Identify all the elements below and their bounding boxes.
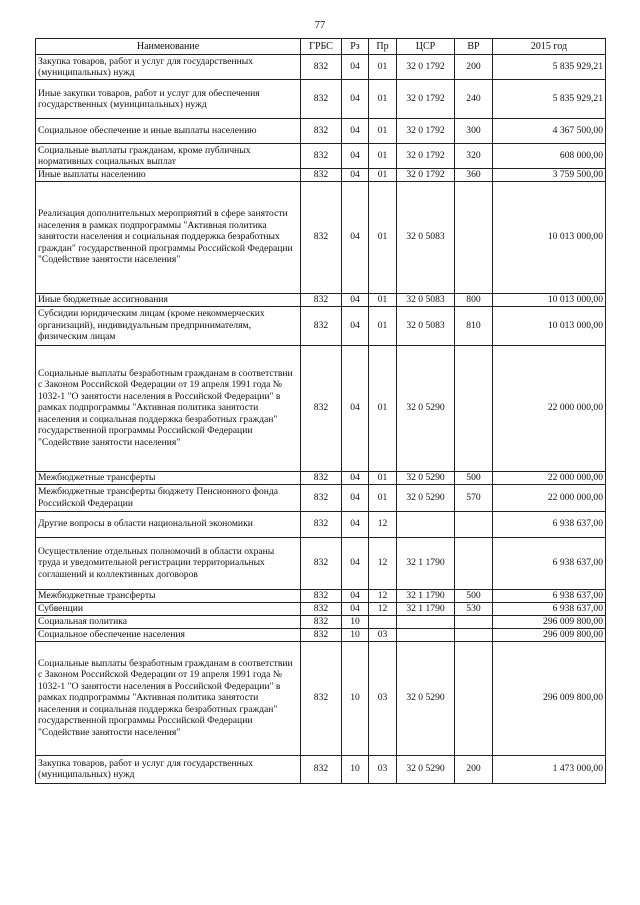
cell-grbs: 832 [301, 169, 342, 182]
cell-name: Иные закупки товаров, работ и услуг для обеспечения государственных (муниципальных) нужд [36, 80, 301, 119]
cell-csr: 32 0 1792 [397, 80, 455, 119]
cell-vr: 530 [455, 602, 493, 615]
cell-grbs: 832 [301, 537, 342, 589]
cell-grbs: 832 [301, 119, 342, 144]
cell-pr: 03 [369, 628, 397, 641]
cell-grbs: 832 [301, 55, 342, 80]
cell-name: Субсидии юридическим лицам (кроме некоммерческих организаций), индивидуальным предпринимателям, физическим лицам [36, 306, 301, 345]
cell-pr: 12 [369, 602, 397, 615]
cell-pr: 01 [369, 169, 397, 182]
table-row [36, 602, 606, 615]
cell-rz: 04 [342, 144, 369, 169]
cell-csr: 32 0 5083 [397, 181, 455, 293]
cell-vr: 800 [455, 293, 493, 306]
cell-vr: 570 [455, 484, 493, 511]
table-row [36, 615, 606, 628]
cell-amount: 1 473 000,00 [493, 755, 606, 783]
cell-grbs: 832 [301, 511, 342, 537]
cell-name: Межбюджетные трансферты бюджету Пенсионного фонда Российской Федерации [36, 484, 301, 511]
cell-name: Другие вопросы в области национальной экономики [36, 511, 301, 537]
cell-grbs: 832 [301, 602, 342, 615]
cell-csr: 32 0 5290 [397, 345, 455, 471]
cell-amount: 4 367 500,00 [493, 119, 606, 144]
cell-csr: 32 0 5290 [397, 484, 455, 511]
table-row [36, 119, 606, 144]
table-row [36, 511, 606, 537]
cell-grbs: 832 [301, 628, 342, 641]
budget-table [35, 38, 606, 784]
cell-csr: 32 0 1792 [397, 169, 455, 182]
cell-vr: 320 [455, 144, 493, 169]
cell-name: Социальные выплаты безработным гражданам в соответствии с Законом Российской Федерации от 19 апреля 1991 года № 1032-1 "О занятости населения в Российской Федерации" в рамках подпрограммы "Активная политика занятости населения и социальная поддержка безработных граждан" государственной программы Российской Федерации "Содействие занятости населения" [36, 641, 301, 755]
cell-grbs: 832 [301, 80, 342, 119]
cell-amount: 296 009 800,00 [493, 641, 606, 755]
table-row [36, 471, 606, 484]
cell-pr: 12 [369, 511, 397, 537]
table-row [36, 589, 606, 602]
cell-name: Социальная политика [36, 615, 301, 628]
table-row [36, 181, 606, 293]
cell-amount: 5 835 929,21 [493, 55, 606, 80]
cell-rz: 04 [342, 181, 369, 293]
header-csr: ЦСР [397, 39, 455, 55]
cell-amount: 22 000 000,00 [493, 345, 606, 471]
cell-grbs: 832 [301, 293, 342, 306]
cell-name: Межбюджетные трансферты [36, 471, 301, 484]
cell-name: Реализация дополнительных мероприятий в сфере занятости населения в рамках подпрограммы "Активная политика занятости населения и социальная поддержка безработных граждан" государственной программы Российской Федерации "Содействие занятости населения" [36, 181, 301, 293]
header-grbs: ГРБС [301, 39, 342, 55]
cell-rz: 04 [342, 119, 369, 144]
cell-rz: 04 [342, 55, 369, 80]
cell-vr [455, 511, 493, 537]
table-row [36, 306, 606, 345]
cell-amount: 608 000,00 [493, 144, 606, 169]
cell-pr: 03 [369, 641, 397, 755]
cell-csr [397, 628, 455, 641]
header-name: Наименование [36, 39, 301, 55]
cell-vr: 200 [455, 55, 493, 80]
header-pr: Пр [369, 39, 397, 55]
cell-rz: 04 [342, 471, 369, 484]
cell-grbs: 832 [301, 345, 342, 471]
cell-rz: 10 [342, 755, 369, 783]
cell-pr: 01 [369, 471, 397, 484]
cell-name: Субвенции [36, 602, 301, 615]
cell-csr: 32 0 1792 [397, 55, 455, 80]
cell-vr [455, 641, 493, 755]
header-year: 2015 год [493, 39, 606, 55]
cell-vr [455, 181, 493, 293]
cell-csr [397, 511, 455, 537]
cell-amount: 296 009 800,00 [493, 615, 606, 628]
cell-csr: 32 1 1790 [397, 602, 455, 615]
cell-csr: 32 0 5290 [397, 641, 455, 755]
cell-amount: 10 013 000,00 [493, 306, 606, 345]
cell-name: Иные выплаты населению [36, 169, 301, 182]
cell-rz: 04 [342, 511, 369, 537]
cell-pr [369, 615, 397, 628]
table-row [36, 641, 606, 755]
cell-grbs: 832 [301, 641, 342, 755]
cell-pr: 01 [369, 484, 397, 511]
cell-pr: 03 [369, 755, 397, 783]
cell-csr: 32 0 1792 [397, 119, 455, 144]
cell-amount: 10 013 000,00 [493, 181, 606, 293]
cell-pr: 01 [369, 55, 397, 80]
cell-rz: 04 [342, 306, 369, 345]
cell-pr: 01 [369, 293, 397, 306]
cell-pr: 12 [369, 589, 397, 602]
cell-pr: 01 [369, 345, 397, 471]
page-number: 77 [314, 20, 326, 31]
cell-vr: 500 [455, 589, 493, 602]
cell-rz: 04 [342, 589, 369, 602]
cell-vr [455, 537, 493, 589]
cell-rz: 04 [342, 484, 369, 511]
cell-grbs: 832 [301, 471, 342, 484]
header-vr: ВР [455, 39, 493, 55]
cell-amount: 10 013 000,00 [493, 293, 606, 306]
cell-amount: 6 938 637,00 [493, 589, 606, 602]
cell-grbs: 832 [301, 484, 342, 511]
cell-pr: 01 [369, 181, 397, 293]
cell-csr: 32 0 1792 [397, 144, 455, 169]
cell-csr: 32 1 1790 [397, 589, 455, 602]
cell-rz: 04 [342, 602, 369, 615]
cell-rz: 04 [342, 293, 369, 306]
cell-amount: 22 000 000,00 [493, 484, 606, 511]
cell-pr: 01 [369, 80, 397, 119]
cell-name: Межбюджетные трансферты [36, 589, 301, 602]
cell-amount: 3 759 500,00 [493, 169, 606, 182]
table-row [36, 169, 606, 182]
cell-rz: 04 [342, 80, 369, 119]
table-row [36, 144, 606, 169]
cell-rz: 10 [342, 615, 369, 628]
cell-pr: 12 [369, 537, 397, 589]
cell-grbs: 832 [301, 755, 342, 783]
cell-rz: 04 [342, 345, 369, 471]
cell-amount: 296 009 800,00 [493, 628, 606, 641]
cell-amount: 22 000 000,00 [493, 471, 606, 484]
cell-vr: 300 [455, 119, 493, 144]
table-row [36, 537, 606, 589]
cell-csr: 32 1 1790 [397, 537, 455, 589]
cell-csr [397, 615, 455, 628]
cell-csr: 32 0 5290 [397, 755, 455, 783]
table-row [36, 80, 606, 119]
cell-rz: 10 [342, 628, 369, 641]
table-row [36, 628, 606, 641]
cell-pr: 01 [369, 306, 397, 345]
cell-name: Социальное обеспечение населения [36, 628, 301, 641]
cell-grbs: 832 [301, 306, 342, 345]
cell-grbs: 832 [301, 589, 342, 602]
cell-amount: 6 938 637,00 [493, 537, 606, 589]
cell-rz: 04 [342, 537, 369, 589]
cell-csr: 32 0 5083 [397, 293, 455, 306]
cell-rz: 04 [342, 169, 369, 182]
table-row [36, 293, 606, 306]
cell-vr [455, 628, 493, 641]
cell-vr: 200 [455, 755, 493, 783]
cell-vr: 240 [455, 80, 493, 119]
cell-vr: 360 [455, 169, 493, 182]
cell-vr: 810 [455, 306, 493, 345]
table-row [36, 484, 606, 511]
cell-pr: 01 [369, 119, 397, 144]
table-row [36, 345, 606, 471]
cell-grbs: 832 [301, 615, 342, 628]
cell-name: Осуществление отдельных полномочий в области охраны труда и уведомительной регистрации территориальных соглашений и коллективных договоров [36, 537, 301, 589]
cell-amount: 6 938 637,00 [493, 511, 606, 537]
cell-amount: 5 835 929,21 [493, 80, 606, 119]
cell-name: Социальные выплаты гражданам, кроме публичных нормативных социальных выплат [36, 144, 301, 169]
cell-name: Социальное обеспечение и иные выплаты населению [36, 119, 301, 144]
cell-name: Закупка товаров, работ и услуг для государственных (муниципальных) нужд [36, 755, 301, 783]
cell-pr: 01 [369, 144, 397, 169]
table-row [36, 755, 606, 783]
table-row [36, 55, 606, 80]
cell-name: Иные бюджетные ассигнования [36, 293, 301, 306]
cell-grbs: 832 [301, 181, 342, 293]
cell-csr: 32 0 5083 [397, 306, 455, 345]
cell-rz: 10 [342, 641, 369, 755]
cell-grbs: 832 [301, 144, 342, 169]
cell-vr [455, 345, 493, 471]
header-rz: Рз [342, 39, 369, 55]
cell-vr [455, 615, 493, 628]
cell-name: Закупка товаров, работ и услуг для государственных (муниципальных) нужд [36, 55, 301, 80]
cell-vr: 500 [455, 471, 493, 484]
cell-csr: 32 0 5290 [397, 471, 455, 484]
cell-amount: 6 938 637,00 [493, 602, 606, 615]
cell-name: Социальные выплаты безработным гражданам в соответствии с Законом Российской Федерации от 19 апреля 1991 года № 1032-1 "О занятости населения в Российской Федерации" в рамках подпрограммы "Активная политика занятости населения и социальная поддержка безработных граждан" государственной программы Российской Федерации "Содействие занятости населения" [36, 345, 301, 471]
header-row [36, 39, 606, 55]
